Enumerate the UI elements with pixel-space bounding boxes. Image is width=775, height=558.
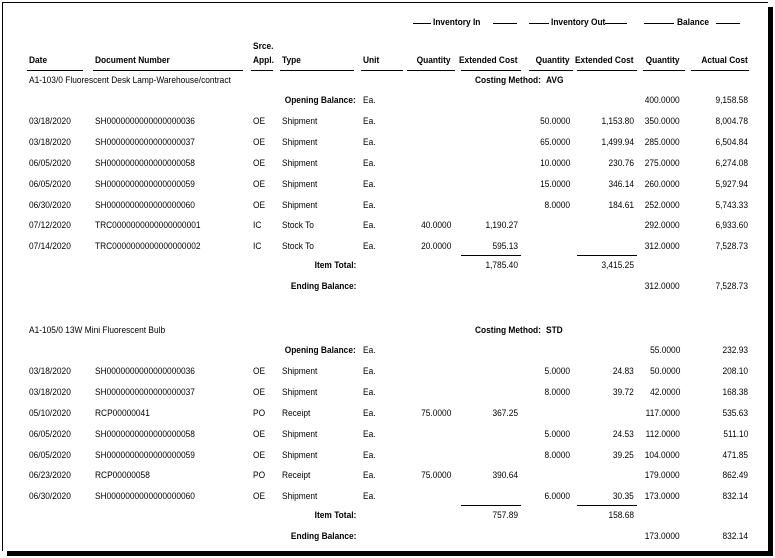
cell-srce-appl: OE [253, 137, 266, 148]
cell-srce-appl: PO [253, 470, 266, 481]
cell-type: Shipment [282, 158, 318, 169]
ending-balance-label: Ending Balance: [290, 531, 356, 542]
cell-out-quantity: 15.0000 [539, 179, 570, 190]
cell-date: 03/18/2020 [29, 116, 71, 127]
cell-in-quantity: 75.0000 [420, 408, 451, 419]
cell-document-number: TRC0000000000000000001 [95, 220, 201, 231]
cell-in-extended-cost: 595.13 [492, 241, 518, 252]
costing-method-label: Costing Method: [475, 75, 541, 86]
cell-date: 06/05/2020 [29, 158, 71, 169]
cell-date: 07/14/2020 [29, 241, 71, 252]
cell-type: Shipment [282, 450, 318, 461]
opening-balance-unit: Ea. [363, 345, 376, 356]
cell-out-quantity: 65.0000 [539, 137, 570, 148]
cell-bal-quantity: 312.0000 [645, 241, 680, 252]
cell-in-extended-cost: 390.64 [492, 470, 518, 481]
cell-bal-quantity: 50.0000 [649, 366, 680, 377]
report-page [2, 2, 768, 551]
cell-unit: Ea. [363, 366, 376, 377]
item-total-label: Item Total: [314, 260, 356, 271]
cell-bal-actual-cost: 7,528.73 [715, 241, 748, 252]
cell-bal-quantity: 350.0000 [645, 116, 680, 127]
costing-method-value: AVG [546, 75, 564, 86]
cell-type: Stock To [282, 241, 314, 252]
cell-out-extended-cost: 24.53 [613, 429, 634, 440]
cell-bal-actual-cost: 8,004.78 [715, 116, 748, 127]
inventory-in-group-header [413, 17, 517, 29]
cell-out-extended-cost: 1,499.94 [601, 137, 634, 148]
total-underline [461, 505, 521, 506]
cell-unit: Ea. [363, 429, 376, 440]
cell-bal-actual-cost: 5,927.94 [715, 179, 748, 190]
cell-type: Shipment [282, 200, 318, 211]
header-srce-line1: Srce. [253, 41, 274, 52]
cell-unit: Ea. [363, 491, 376, 502]
cell-document-number: TRC0000000000000000002 [95, 241, 201, 252]
cell-out-extended-cost: 30.35 [613, 491, 634, 502]
cell-type: Stock To [282, 220, 314, 231]
cell-unit: Ea. [363, 387, 376, 398]
cell-bal-quantity: 179.0000 [645, 470, 680, 481]
cell-bal-actual-cost: 535.63 [722, 408, 748, 419]
cell-document-number: SH0000000000000000059 [95, 450, 195, 461]
cell-type: Shipment [282, 137, 318, 148]
cell-document-number: SH0000000000000000036 [95, 116, 195, 127]
cell-srce-appl: OE [253, 366, 266, 377]
cell-document-number: SH0000000000000000060 [95, 200, 195, 211]
header-in-extended-cost: Extended Cost [459, 55, 518, 66]
balance-group-header [644, 17, 740, 29]
cell-bal-actual-cost: 511.10 [723, 429, 748, 440]
item-total-out-cost: 158.68 [608, 510, 634, 521]
header-type: Type [282, 55, 301, 66]
header-bal-quantity: Quantity [646, 55, 680, 66]
cell-bal-quantity: 117.0000 [645, 408, 680, 419]
cell-bal-actual-cost: 168.38 [722, 387, 748, 398]
cell-out-quantity: 8.0000 [544, 200, 570, 211]
cell-date: 05/10/2020 [29, 408, 71, 419]
header-document-number: Document Number [95, 55, 170, 66]
cell-out-quantity: 5.0000 [544, 366, 570, 377]
header-bal-actual-cost: Actual Cost [701, 55, 748, 66]
cell-in-quantity: 40.0000 [420, 220, 451, 231]
header-in-quantity: Quantity [417, 55, 451, 66]
cell-type: Receipt [282, 470, 311, 481]
cell-bal-actual-cost: 862.49 [722, 470, 748, 481]
cell-out-quantity: 10.0000 [539, 158, 570, 169]
cell-bal-quantity: 275.0000 [645, 158, 680, 169]
opening-balance-cost: 9,158.58 [715, 95, 748, 106]
inventory-in-label: Inventory In [433, 17, 481, 28]
cell-document-number: RCP00000058 [95, 470, 150, 481]
cell-unit: Ea. [363, 220, 376, 231]
cell-srce-appl: OE [253, 491, 266, 502]
item-total-out-cost: 3,415.25 [601, 260, 634, 271]
total-underline [461, 255, 521, 256]
cell-date: 06/05/2020 [29, 429, 71, 440]
balance-label: Balance [677, 17, 710, 28]
cell-type: Shipment [282, 429, 318, 440]
cell-date: 06/23/2020 [29, 470, 71, 481]
cell-bal-actual-cost: 208.10 [722, 366, 748, 377]
cell-srce-appl: OE [253, 116, 266, 127]
cell-in-extended-cost: 367.25 [492, 408, 518, 419]
cell-bal-actual-cost: 6,933.60 [715, 220, 748, 231]
cell-bal-quantity: 42.0000 [649, 387, 680, 398]
item-total-in-cost: 1,785.40 [485, 260, 518, 271]
cell-bal-actual-cost: 832.14 [722, 491, 748, 502]
cell-unit: Ea. [363, 116, 376, 127]
cell-unit: Ea. [363, 137, 376, 148]
inventory-out-label: Inventory Out [551, 17, 606, 28]
cell-type: Receipt [282, 408, 311, 419]
cell-out-quantity: 5.0000 [544, 429, 570, 440]
header-date: Date [29, 55, 48, 66]
cell-srce-appl: OE [253, 429, 266, 440]
cell-bal-quantity: 173.0000 [645, 491, 680, 502]
cell-srce-appl: PO [253, 408, 266, 419]
cell-document-number: SH0000000000000000058 [95, 429, 195, 440]
cell-srce-appl: OE [253, 200, 266, 211]
cell-out-extended-cost: 1,153.80 [601, 116, 634, 127]
cell-bal-quantity: 292.0000 [645, 220, 680, 231]
ending-balance-cost: 832.14 [722, 531, 748, 542]
opening-balance-unit: Ea. [363, 95, 376, 106]
inventory-out-group-header [529, 17, 627, 29]
cell-in-extended-cost: 1,190.27 [485, 220, 518, 231]
ending-balance-cost: 7,528.73 [715, 281, 748, 292]
opening-balance-label: Opening Balance: [284, 345, 356, 356]
cell-bal-quantity: 252.0000 [645, 200, 680, 211]
cell-document-number: SH0000000000000000037 [95, 137, 195, 148]
cell-unit: Ea. [363, 450, 376, 461]
cell-bal-actual-cost: 6,274.08 [715, 158, 748, 169]
cell-out-quantity: 50.0000 [539, 116, 570, 127]
cell-unit: Ea. [363, 241, 376, 252]
cell-unit: Ea. [363, 200, 376, 211]
cell-unit: Ea. [363, 158, 376, 169]
cell-in-quantity: 20.0000 [420, 241, 451, 252]
cell-date: 03/18/2020 [29, 366, 71, 377]
opening-balance-quantity: 55.0000 [649, 345, 680, 356]
cell-out-extended-cost: 39.72 [613, 387, 634, 398]
cell-document-number: SH0000000000000000036 [95, 366, 195, 377]
ending-balance-quantity: 312.0000 [645, 281, 680, 292]
cell-type: Shipment [282, 366, 318, 377]
item-total-in-cost: 757.89 [492, 510, 518, 521]
cell-type: Shipment [282, 387, 318, 398]
header-srce-line2: Appl. [253, 55, 274, 66]
cell-date: 03/18/2020 [29, 137, 71, 148]
cell-srce-appl: IC [253, 220, 262, 231]
cell-document-number: SH0000000000000000037 [95, 387, 195, 398]
header-out-extended-cost: Extended Cost [575, 55, 634, 66]
cell-bal-actual-cost: 5,743.33 [715, 200, 748, 211]
cell-document-number: SH0000000000000000060 [95, 491, 195, 502]
costing-method-value: STD [546, 325, 563, 336]
cell-date: 06/30/2020 [29, 491, 71, 502]
total-underline [577, 505, 637, 506]
cell-bal-actual-cost: 471.85 [722, 450, 748, 461]
opening-balance-cost: 232.93 [722, 345, 748, 356]
cell-document-number: RCP00000041 [95, 408, 150, 419]
cell-date: 07/12/2020 [29, 220, 71, 231]
total-underline [577, 255, 637, 256]
cell-srce-appl: OE [253, 158, 266, 169]
cell-type: Shipment [282, 491, 318, 502]
cell-bal-quantity: 112.0000 [645, 429, 680, 440]
cell-srce-appl: IC [253, 241, 262, 252]
cell-document-number: SH0000000000000000059 [95, 179, 195, 190]
cell-type: Shipment [282, 179, 318, 190]
cell-unit: Ea. [363, 179, 376, 190]
cell-date: 06/05/2020 [29, 450, 71, 461]
cell-in-quantity: 75.0000 [420, 470, 451, 481]
cell-out-extended-cost: 39.25 [613, 450, 634, 461]
opening-balance-quantity: 400.0000 [645, 95, 680, 106]
cell-out-extended-cost: 24.83 [613, 366, 634, 377]
cell-date: 06/30/2020 [29, 200, 71, 211]
cell-out-extended-cost: 184.61 [608, 200, 634, 211]
cell-out-extended-cost: 230.76 [608, 158, 634, 169]
opening-balance-label: Opening Balance: [284, 95, 356, 106]
item-total-label: Item Total: [314, 510, 356, 521]
cell-bal-quantity: 260.0000 [645, 179, 680, 190]
cell-srce-appl: OE [253, 450, 266, 461]
header-out-quantity: Quantity [536, 55, 570, 66]
cell-document-number: SH0000000000000000058 [95, 158, 195, 169]
header-unit: Unit [363, 55, 380, 66]
cell-unit: Ea. [363, 408, 376, 419]
cell-out-quantity: 8.0000 [544, 450, 570, 461]
item-name: A1-103/0 Fluorescent Desk Lamp-Warehouse/contract [29, 75, 231, 86]
cell-date: 03/18/2020 [29, 387, 71, 398]
cell-date: 06/05/2020 [29, 179, 71, 190]
cell-srce-appl: OE [253, 387, 266, 398]
cell-unit: Ea. [363, 470, 376, 481]
cell-srce-appl: OE [253, 179, 266, 190]
cell-bal-quantity: 285.0000 [645, 137, 680, 148]
ending-balance-label: Ending Balance: [290, 281, 356, 292]
ending-balance-quantity: 173.0000 [645, 531, 680, 542]
cell-out-quantity: 8.0000 [544, 387, 570, 398]
cell-type: Shipment [282, 116, 318, 127]
cell-out-extended-cost: 346.14 [608, 179, 634, 190]
cell-out-quantity: 6.0000 [544, 491, 570, 502]
cell-bal-actual-cost: 6,504.84 [715, 137, 748, 148]
costing-method-label: Costing Method: [475, 325, 541, 336]
item-name: A1-105/0 13W Mini Fluorescent Bulb [29, 325, 166, 336]
cell-bal-quantity: 104.0000 [645, 450, 680, 461]
